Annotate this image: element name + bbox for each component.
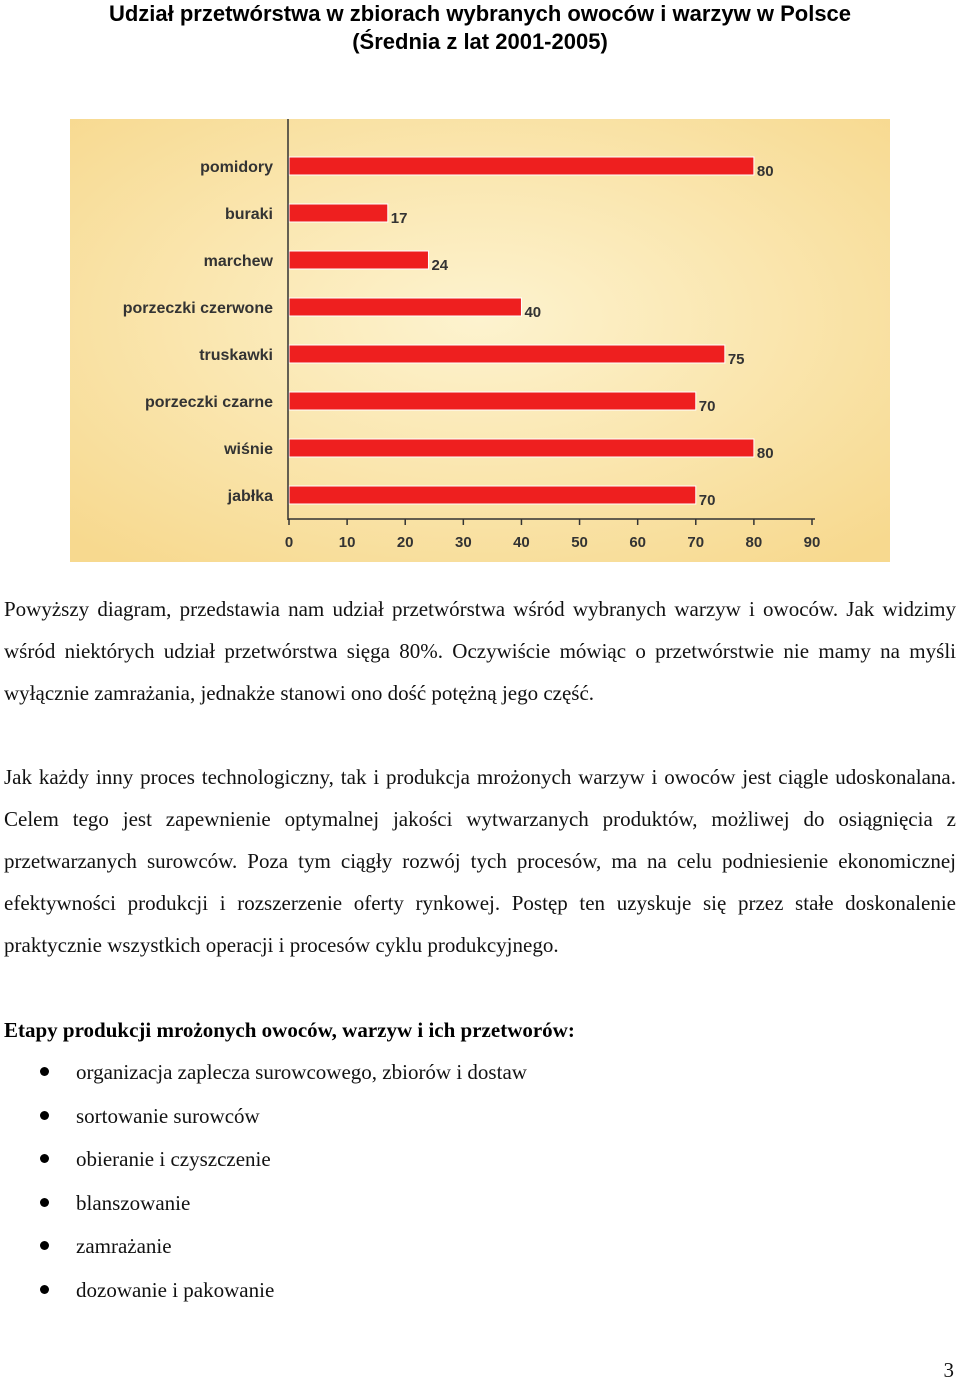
list-item-label: organizacja zaplecza surowcowego, zbiorów i dostaw [76, 1060, 527, 1084]
x-tick-label: 50 [571, 534, 588, 551]
data-label: 17 [390, 210, 408, 227]
paragraph-1: Powyższy diagram, przedstawia nam udział przetwórstwa wśród wybranych warzyw i owoców. Jak widzimy wśród niektórych udział przetwórstwa sięga 80%. Oczywiście mówiąc o przetwórstwie nie mamy na myśli wyłącznie zamrażania, jednakże stanowi ono dość potężną jego część. [4, 597, 956, 705]
bar [289, 251, 428, 269]
category-label: marchew [203, 253, 273, 270]
bar [289, 392, 696, 410]
page-number: 3 [943, 1358, 954, 1382]
data-label: 80 [756, 445, 774, 462]
category-label: pomidory [200, 159, 273, 176]
list-item-label: dozowanie i pakowanie [76, 1277, 275, 1302]
title-line-1: Udział przetwórstwa w zbiorach wybranych owoców i warzyw w Polsce [108, 1, 852, 26]
category-label: wiśnie [224, 441, 273, 458]
bar [289, 204, 388, 222]
category-label: porzeczki czarne [144, 394, 273, 411]
bar [289, 298, 521, 316]
x-tick-label: 10 [338, 534, 356, 551]
bullet-icon [40, 1285, 49, 1294]
list-item-label: sortowanie surowców [76, 1103, 260, 1128]
bullet-icon [40, 1067, 49, 1076]
x-tick-label: 70 [687, 534, 705, 551]
x-tick-label: 40 [513, 534, 530, 551]
category-label: buraki [224, 206, 273, 223]
bar [289, 486, 696, 504]
text-block-2 [4, 756, 956, 966]
x-tick-label: 90 [803, 534, 821, 551]
bullet-icon [40, 1198, 49, 1207]
category-label: porzeczki czerwone [122, 300, 273, 317]
x-tick-label: 80 [745, 534, 763, 551]
data-label: 80 [756, 163, 774, 180]
list-item-label: obieranie i czyszczenie [76, 1147, 271, 1172]
paragraph-2: Jak każdy inny proces technologiczny, tak i produkcja mrożonych warzyw i owoców jest ciągle udoskonalana. Celem tego jest zapewnienie optymalnej jakości wytwarzanych produktów, możliwej do osiągnięcia z przetwarzanych surowców. Poza tym ciągły rozwój tych procesów, ma na celu podniesienie ekonomicznej efektywności produkcji i rozszerzenie oferty rynkowej. Postęp ten uzyskuje się przez stałe doskonalenie praktycznie wszystkich operacji i procesów cyklu produkcyjnego. [4, 765, 956, 957]
x-tick-label: 60 [629, 534, 647, 551]
x-tick-label: 0 [284, 534, 294, 551]
x-tick-label: 30 [454, 534, 472, 551]
bullet-icon [40, 1241, 49, 1250]
category-label: truskawki [199, 347, 273, 364]
steps-heading: Etapy produkcji mrożonych owoców, warzyw i ich przetworów: [4, 1018, 575, 1042]
data-label: 70 [698, 492, 716, 509]
page-title [0, 0, 960, 56]
bullet-icon [40, 1154, 49, 1163]
bar [289, 439, 754, 457]
bar [289, 345, 725, 363]
category-label: jabłka [227, 488, 273, 505]
data-label: 40 [524, 304, 542, 321]
data-label: 70 [698, 398, 716, 415]
data-label: 75 [727, 351, 745, 368]
title-line-2: (Średnia z lat 2001-2005) [352, 29, 608, 54]
data-label: 24 [431, 257, 449, 274]
x-tick-label: 20 [396, 534, 414, 551]
bar [289, 157, 754, 175]
list-item-label: zamrażanie [76, 1234, 172, 1259]
list-item-label: blanszowanie [76, 1190, 191, 1215]
bullet-icon [40, 1111, 49, 1120]
text-block-1 [4, 588, 956, 714]
bar-chart [70, 119, 890, 562]
